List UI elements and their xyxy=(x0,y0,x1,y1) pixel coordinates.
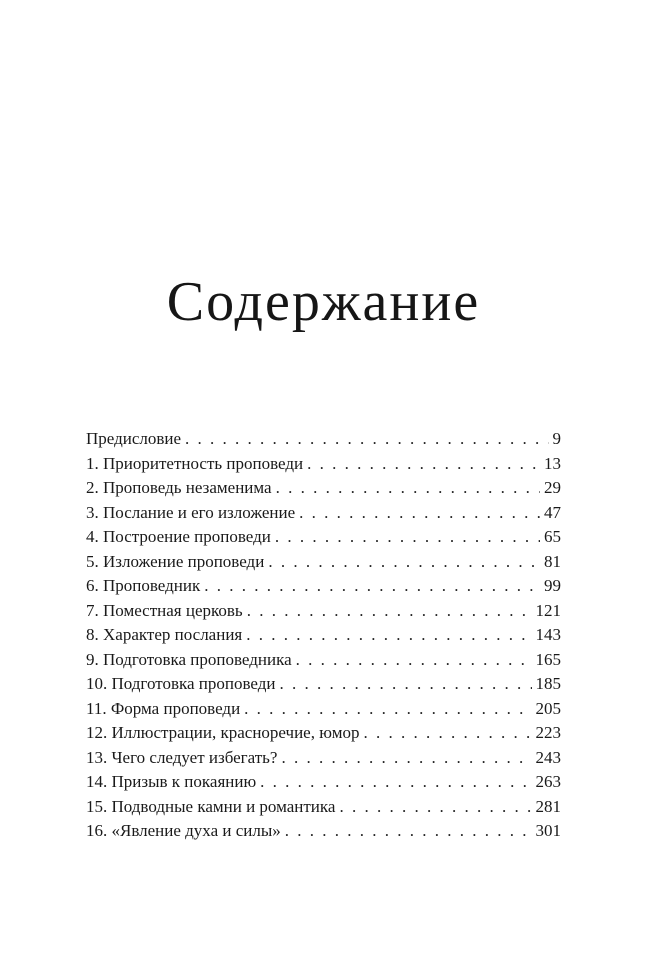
toc-entry xyxy=(86,478,561,503)
toc-entry-label: 1. Приоритетность проповеди xyxy=(86,453,304,473)
toc-entry-page-number: 165 xyxy=(535,649,561,669)
toc-entry xyxy=(86,625,561,650)
toc-dot-leader xyxy=(246,625,531,645)
toc-entry xyxy=(86,821,561,846)
toc-entry-label: 8. Характер послания xyxy=(86,625,243,644)
toc-entry-page-number: 143 xyxy=(535,625,561,644)
toc-entry-label: 16. «Явление духа и силы» xyxy=(86,821,281,840)
toc-dot-leader xyxy=(244,699,531,719)
toc-entry xyxy=(86,797,561,822)
toc-entry-label: 4. Построение проповеди xyxy=(86,527,271,546)
toc-entry-label: 7. Поместная церковь xyxy=(86,600,243,620)
toc-dot-leader xyxy=(268,552,540,572)
toc-entry-label: 15. Подводные камни и романтика xyxy=(86,796,336,816)
toc-entry xyxy=(86,650,561,675)
toc-dot-leader xyxy=(296,650,532,670)
toc-entry xyxy=(86,429,561,454)
toc-entry-label: 2. Проповедь незаменима xyxy=(86,478,272,497)
toc-entry-page-number: 281 xyxy=(535,796,561,816)
toc-dot-leader xyxy=(247,601,532,621)
toc-dot-leader xyxy=(363,723,531,743)
toc-entry-label: 5. Изложение проповеди xyxy=(86,551,265,571)
toc-entry-page-number: 223 xyxy=(535,723,561,742)
toc-entry-page-number: 29 xyxy=(544,478,561,497)
toc-dot-leader xyxy=(285,821,532,841)
toc-entry-label: Предисловие xyxy=(86,429,182,448)
toc-entry-label: 6. Проповедник xyxy=(86,576,201,595)
toc-dot-leader xyxy=(281,748,531,768)
toc-dot-leader xyxy=(260,772,531,792)
toc-entry-page-number: 243 xyxy=(535,747,561,767)
toc-entry-page-number: 65 xyxy=(544,527,561,546)
toc-entry-label: 3. Послание и его изложение xyxy=(86,502,296,522)
toc-entry-page-number: 99 xyxy=(544,576,561,595)
toc-dot-leader xyxy=(204,576,540,596)
toc-entry xyxy=(86,576,561,601)
toc-entry-page-number: 205 xyxy=(535,698,561,718)
toc-entry-label: 14. Призыв к покаянию xyxy=(86,772,257,791)
toc-entry-page-number: 185 xyxy=(535,674,561,693)
toc-entry-page-number: 9 xyxy=(552,429,561,448)
toc-dot-leader xyxy=(185,429,548,449)
toc-entry-label: 12. Иллюстрации, красноречие, юмор xyxy=(86,723,360,742)
toc-entry-page-number: 13 xyxy=(544,453,561,473)
toc-entry-page-number: 121 xyxy=(535,600,561,620)
toc-entry xyxy=(86,454,561,479)
toc-entry xyxy=(86,601,561,626)
toc-dot-leader xyxy=(276,478,540,498)
toc-entry-page-number: 81 xyxy=(544,551,561,571)
toc-entry-label: 9. Подготовка проповедника xyxy=(86,649,292,669)
page-title: Содержание xyxy=(166,271,481,333)
toc-entry-page-number: 301 xyxy=(535,821,561,840)
toc-dot-leader xyxy=(307,454,540,474)
toc-entry-page-number: 47 xyxy=(544,502,561,522)
toc-dot-leader xyxy=(279,674,531,694)
toc-entry xyxy=(86,527,561,552)
toc-entry-label: 13. Чего следует избегать? xyxy=(86,747,278,767)
toc-entry xyxy=(86,723,561,748)
toc-entry xyxy=(86,699,561,724)
toc-entry-page-number: 263 xyxy=(535,772,561,791)
toc-entry xyxy=(86,674,561,699)
toc-dot-leader xyxy=(299,503,540,523)
toc-entry xyxy=(86,503,561,528)
toc-entry xyxy=(86,748,561,773)
toc-entry-label: 11. Форма проповеди xyxy=(86,698,241,718)
toc-dot-leader xyxy=(339,797,531,817)
toc-entry xyxy=(86,772,561,797)
toc-dot-leader xyxy=(275,527,540,547)
toc-entry xyxy=(86,552,561,577)
toc-entry-label: 10. Подготовка проповеди xyxy=(86,674,276,693)
table-of-contents xyxy=(86,429,561,846)
